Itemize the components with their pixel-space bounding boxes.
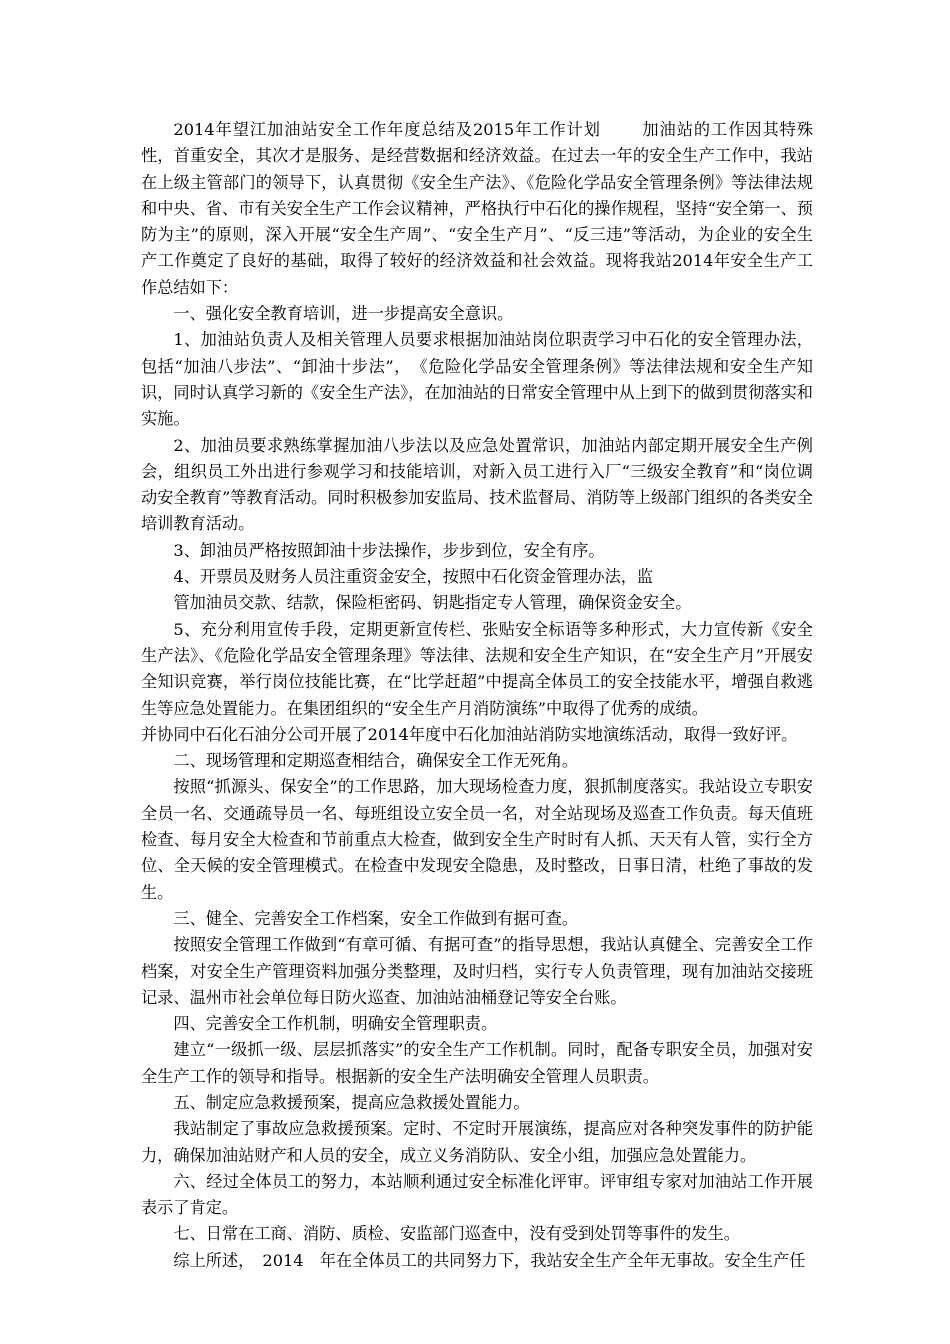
paragraph-1-5-continued: 并协同中石化石油分公司开展了2014年度中石化加油站消防实地演练活动，取得一致好评。 — [141, 724, 798, 744]
section-heading-2: 二、现场管理和定期巡查相结合，确保安全工作无死角。 — [173, 751, 579, 771]
paragraph-1-5: 5、充分利用宣传手段，定期更新宣传栏、张贴安全标语等多种形式，大力宣传新《安全生产法》、《危险化学品安全管理条理》等法律、法规和安全生产知识，在“安全生产月”开展安全知识竞赛，举行岗位技能比赛，在“比学赶超”中提高全体员工的安全技能水平，增强自救逃生等应急处置能力。在集团组织的“安全生产月消防演练”中取得了优秀的成绩。 — [141, 619, 813, 718]
section-heading-7: 七、日常在工商、消防、质检、安监部门巡查中，没有受到处罚等事件的发生。 — [173, 1224, 740, 1244]
document-page — [141, 117, 813, 1274]
section-heading-1: 一、强化安全教育培训，进一步提高安全意识。 — [173, 304, 514, 324]
summary-paragraph: 综上所述， 2014 年在全体员工的共同努力下，我站安全生产全年无事故。安全生产任 — [173, 1250, 806, 1270]
document-title: 2014年望江加油站安全工作年度总结及2015年工作计划 — [173, 120, 601, 139]
section-heading-3: 三、健全、完善安全工作档案，安全工作做到有据可查。 — [173, 908, 579, 928]
paragraph-1-3: 3、卸油员严格按照卸油十步法操作，步步到位，安全有序。 — [173, 540, 605, 560]
paragraph-1-1: 1、加油站负责人及相关管理人员要求根据加油站岗位职责学习中石化的安全管理办法，包括“加油八步法”、“卸油十步法”， 《危险化学品安全管理条例》等法律法规和安全生产知识，同时认真学习新的《安全生产法》，在加油站的日常安全管理中从上到下的做到贯彻落实和实施。 — [141, 330, 813, 429]
section-heading-4: 四、完善安全工作机制，明确安全管理职责。 — [173, 1014, 498, 1034]
paragraph-4: 建立“一级抓一级、层层抓落实”的安全生产工作机制。同时，配备专职安全员，加强对安全生产工作的领导和指导。根据新的安全生产法明确安全管理人员职责。 — [141, 1040, 813, 1086]
paragraph-5: 我站制定了事故应急救援预案。定时、不定时开展演练，提高应对各种突发事件的防护能力，确保加油站财产和人员的安全，成立义务消防队、安全小组，加强应急处置能力。 — [141, 1119, 813, 1165]
section-heading-6: 六、经过全体员工的努力，本站顺利通过安全标准化评审。评审组专家对加油站工作开展表示了肯定。 — [141, 1171, 813, 1218]
intro-text: 加油站的工作因其特殊性，首重安全，其次才是服务、是经营数据和经济效益。在过去一年的安全生产工作中，我站在上级主管部门的领导下，认真贯彻《安全生产法》、《危险化学品安全管理条例》等法律法规和中央、省、市有关安全生产工作会议精神，严格执行中石化的操作规程，坚持“安全第一、预防为主”的原则，深入开展“安全生产周”、“安全生产月”、“反三违”等活动，为企业的安全生产工作奠定了良好的基础，取得了较好的经济效益和社会效益。现将我站2014年安全生产工作总结如下： — [141, 120, 814, 297]
paragraph-1-4-continued: 管加油员交款、结款，保险柜密码、钥匙指定专人管理，确保资金安全。 — [173, 593, 692, 613]
paragraph-2: 按照“抓源头、保安全”的工作思路，加大现场检查力度，狠抓制度落实。我站设立专职安全员一名、交通疏导员一名、每班组设立安全员一名，对全站现场及巡查工作负责。每天值班检查、每月安全大检查和节前重点大检查，做到安全生产时时有人抓、天天有人管，实行全方位、全天候的安全管理模式。在检查中发现安全隐患，及时整改，日事日清，杜绝了事故的发生。 — [141, 777, 813, 902]
paragraph-1-2: 2、加油员要求熟练掌握加油八步法以及应急处置常识，加油站内部定期开展安全生产例会，组织员工外出进行参观学习和技能培训，对新入员工进行入厂“三级安全教育”和“岗位调动安全教育”等教育活动。同时积极参加安监局、技术监督局、消防等上级部门组织的各类安全培训教育活动。 — [141, 435, 813, 534]
section-heading-5: 五、制定应急救援预案，提高应急救援处置能力。 — [173, 1092, 530, 1112]
paragraph-1-4: 4、开票员及财务人员注重资金安全，按照中石化资金管理办法，监 — [173, 567, 654, 587]
intro-paragraph — [141, 117, 813, 301]
paragraph-3: 按照安全管理工作做到“有章可循、有据可查”的指导思想，我站认真健全、完善安全工作档案，对安全生产管理资料加强分类整理，及时归档，实行专人负责管理，现有加油站交接班记录、温州市社会单位每日防火巡查、加油站油桶登记等安全台账。 — [141, 935, 813, 1007]
